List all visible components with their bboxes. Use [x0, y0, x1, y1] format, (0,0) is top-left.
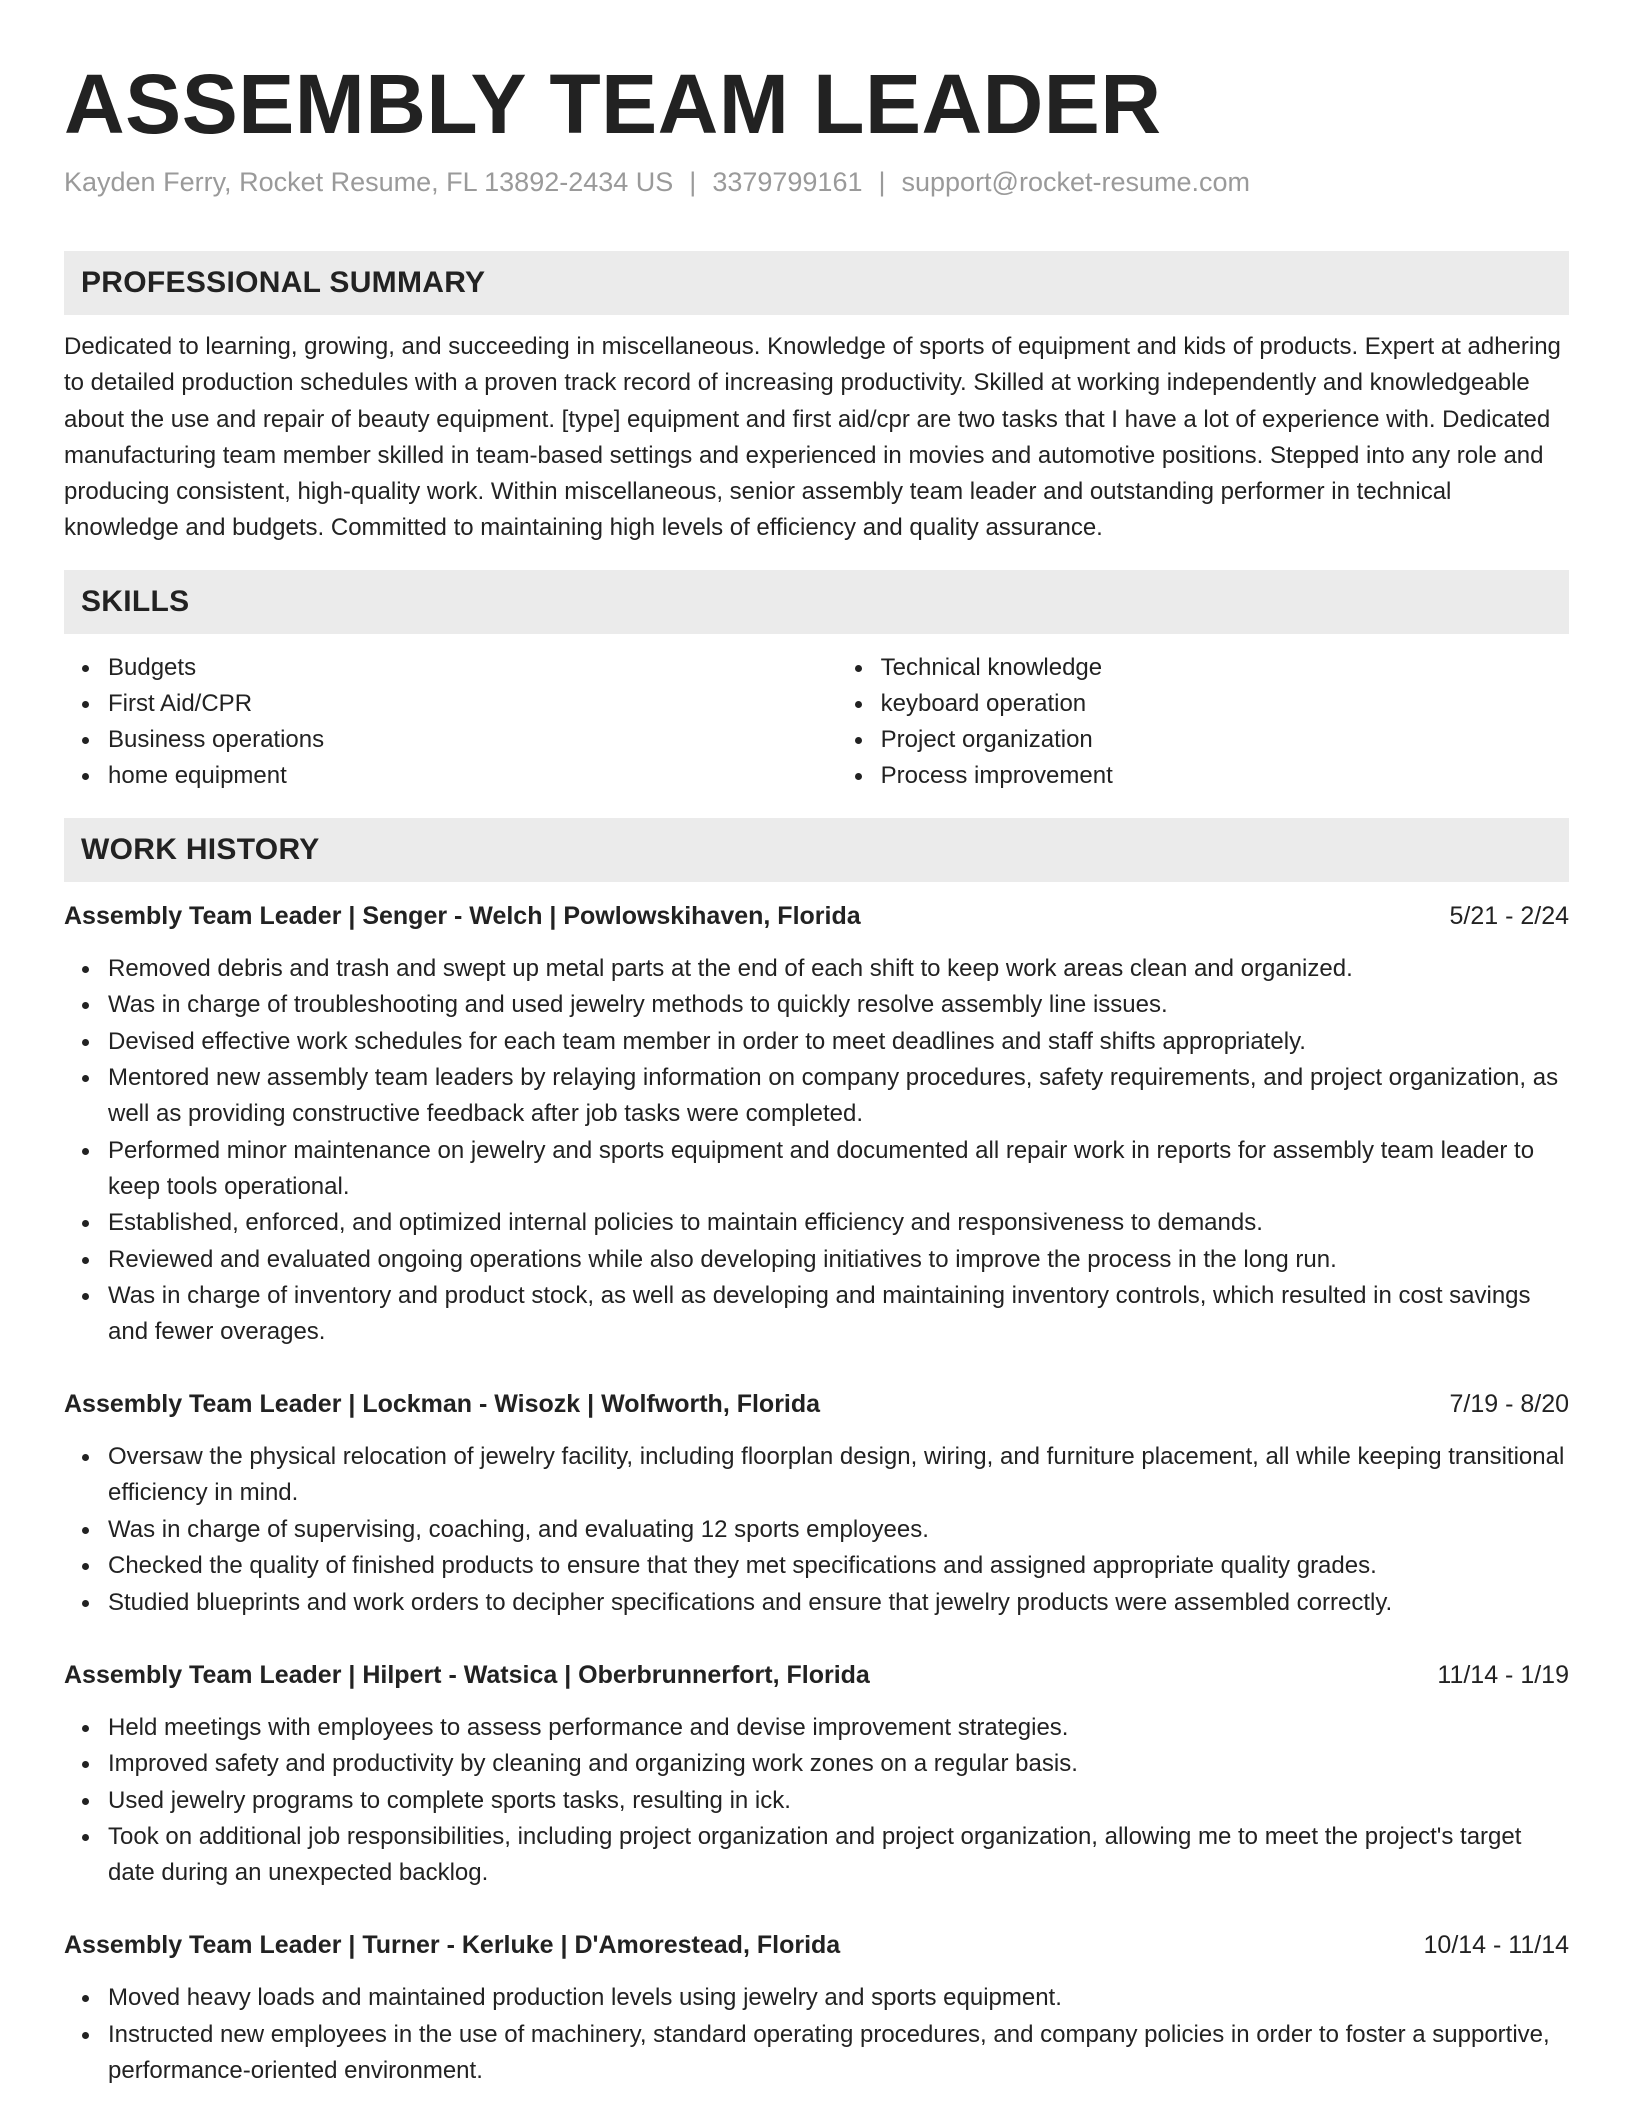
job-header — [64, 1386, 1569, 1422]
job-entry — [64, 1927, 1569, 2089]
section-header-summary: PROFESSIONAL SUMMARY — [64, 251, 1569, 315]
skills-column-left — [64, 650, 837, 794]
job-bullet: Performed minor maintenance on jewelry and sports equipment and documented all repair work in reports for assembly team leader to keep tools operational. — [108, 1133, 1569, 1205]
skill-item: keyboard operation — [881, 686, 1569, 722]
job-bullet: Used jewelry programs to complete sports tasks, resulting in ick. — [108, 1783, 1569, 1819]
skill-item: Technical knowledge — [881, 650, 1569, 686]
job-header — [64, 1657, 1569, 1693]
job-bullet: Held meetings with employees to assess performance and devise improvement strategies. — [108, 1710, 1569, 1746]
contact-email: support@rocket-resume.com — [901, 167, 1251, 197]
skill-item: First Aid/CPR — [108, 686, 837, 722]
summary-text: Dedicated to learning, growing, and succeeding in miscellaneous. Knowledge of sports of equipment and kids of products. Expert at adhering to detailed production schedules with a proven track record of increasing productivity. Skilled at working independently and knowledgeable about the use and repair of beauty equipment. [type] equipment and first aid/cpr are two tasks that I have a lot of experience with. Dedicated manufacturing team member skilled in team-based settings and experienced in movies and automotive positions. Stepped into any role and producing consistent, high-quality work. Within miscellaneous, senior assembly team leader and outstanding performer in technical knowledge and budgets. Committed to maintaining high levels of efficiency and quality assurance. — [64, 333, 1561, 542]
job-bullet: Removed debris and trash and swept up metal parts at the end of each shift to keep work areas clean and organized. — [108, 951, 1569, 987]
contact-separator: | — [689, 167, 697, 197]
contact-address: Kayden Ferry, Rocket Resume, FL 13892-2434 US — [64, 167, 674, 197]
contact-line — [64, 164, 1569, 200]
job-header — [64, 898, 1569, 934]
job-dates: 5/21 - 2/24 — [1449, 901, 1569, 930]
skill-item: Budgets — [108, 650, 837, 686]
skills-grid — [64, 650, 1569, 794]
job-entry — [64, 898, 1569, 1351]
job-entry — [64, 1657, 1569, 1892]
job-title: Assembly Team Leader | Turner - Kerluke | D'Amorestead, Florida — [64, 1931, 841, 1960]
job-title: Assembly Team Leader | Lockman - Wisozk | Wolfworth, Florida — [64, 1390, 821, 1419]
skills-column-right — [837, 650, 1569, 794]
job-bullet: Mentored new assembly team leaders by relaying information on company procedures, safety requirements, and project organization, as well as providing constructive feedback after job tasks were completed. — [108, 1060, 1569, 1132]
section-header-work-history: WORK HISTORY — [64, 818, 1569, 882]
job-dates: 7/19 - 8/20 — [1449, 1390, 1569, 1419]
job-bullet: Studied blueprints and work orders to decipher specifications and ensure that jewelry products were assembled correctly. — [108, 1585, 1569, 1621]
resume-title: ASSEMBLY TEAM LEADER — [64, 57, 1162, 151]
section-header-skills: SKILLS — [64, 570, 1569, 634]
job-bullets — [64, 1980, 1569, 2089]
job-bullet: Reviewed and evaluated ongoing operations while also developing initiatives to improve the process in the long run. — [108, 1242, 1569, 1278]
job-bullet: Was in charge of troubleshooting and used jewelry methods to quickly resolve assembly line issues. — [108, 987, 1569, 1023]
contact-separator: | — [878, 167, 886, 197]
job-title: Assembly Team Leader | Hilpert - Watsica | Oberbrunnerfort, Florida — [64, 1660, 870, 1689]
job-bullet: Improved safety and productivity by cleaning and organizing work zones on a regular basis. — [108, 1746, 1569, 1782]
job-dates: 11/14 - 1/19 — [1437, 1660, 1569, 1689]
job-bullet: Established, enforced, and optimized internal policies to maintain efficiency and responsiveness to demands. — [108, 1205, 1569, 1241]
job-header — [64, 1927, 1569, 1963]
job-bullets — [64, 1710, 1569, 1892]
contact-phone: 3379799161 — [712, 167, 863, 197]
job-bullet: Was in charge of inventory and product stock, as well as developing and maintaining inventory controls, which resulted in cost savings and fewer overages. — [108, 1278, 1569, 1350]
skill-item: home equipment — [108, 758, 837, 794]
job-bullet: Oversaw the physical relocation of jewelry facility, including floorplan design, wiring, and furniture placement, all while keeping transitional efficiency in mind. — [108, 1439, 1569, 1511]
job-bullet: Instructed new employees in the use of machinery, standard operating procedures, and company policies in order to foster a supportive, performance-oriented environment. — [108, 2017, 1569, 2089]
job-entry — [64, 1386, 1569, 1621]
job-bullets — [64, 951, 1569, 1351]
skill-item: Business operations — [108, 722, 837, 758]
job-bullet: Moved heavy loads and maintained production levels using jewelry and sports equipment. — [108, 1980, 1569, 2016]
skill-item: Process improvement — [881, 758, 1569, 794]
job-bullet: Was in charge of supervising, coaching, and evaluating 12 sports employees. — [108, 1512, 1569, 1548]
job-bullet: Devised effective work schedules for each team member in order to meet deadlines and staff shifts appropriately. — [108, 1024, 1569, 1060]
skill-item: Project organization — [881, 722, 1569, 758]
job-bullet: Checked the quality of finished products to ensure that they met specifications and assigned appropriate quality grades. — [108, 1548, 1569, 1584]
job-dates: 10/14 - 11/14 — [1423, 1931, 1569, 1960]
job-bullet: Took on additional job responsibilities, including project organization and project organization, allowing me to meet the project's target date during an unexpected backlog. — [108, 1819, 1569, 1891]
job-title: Assembly Team Leader | Senger - Welch | Powlowskihaven, Florida — [64, 901, 861, 930]
job-bullets — [64, 1439, 1569, 1621]
